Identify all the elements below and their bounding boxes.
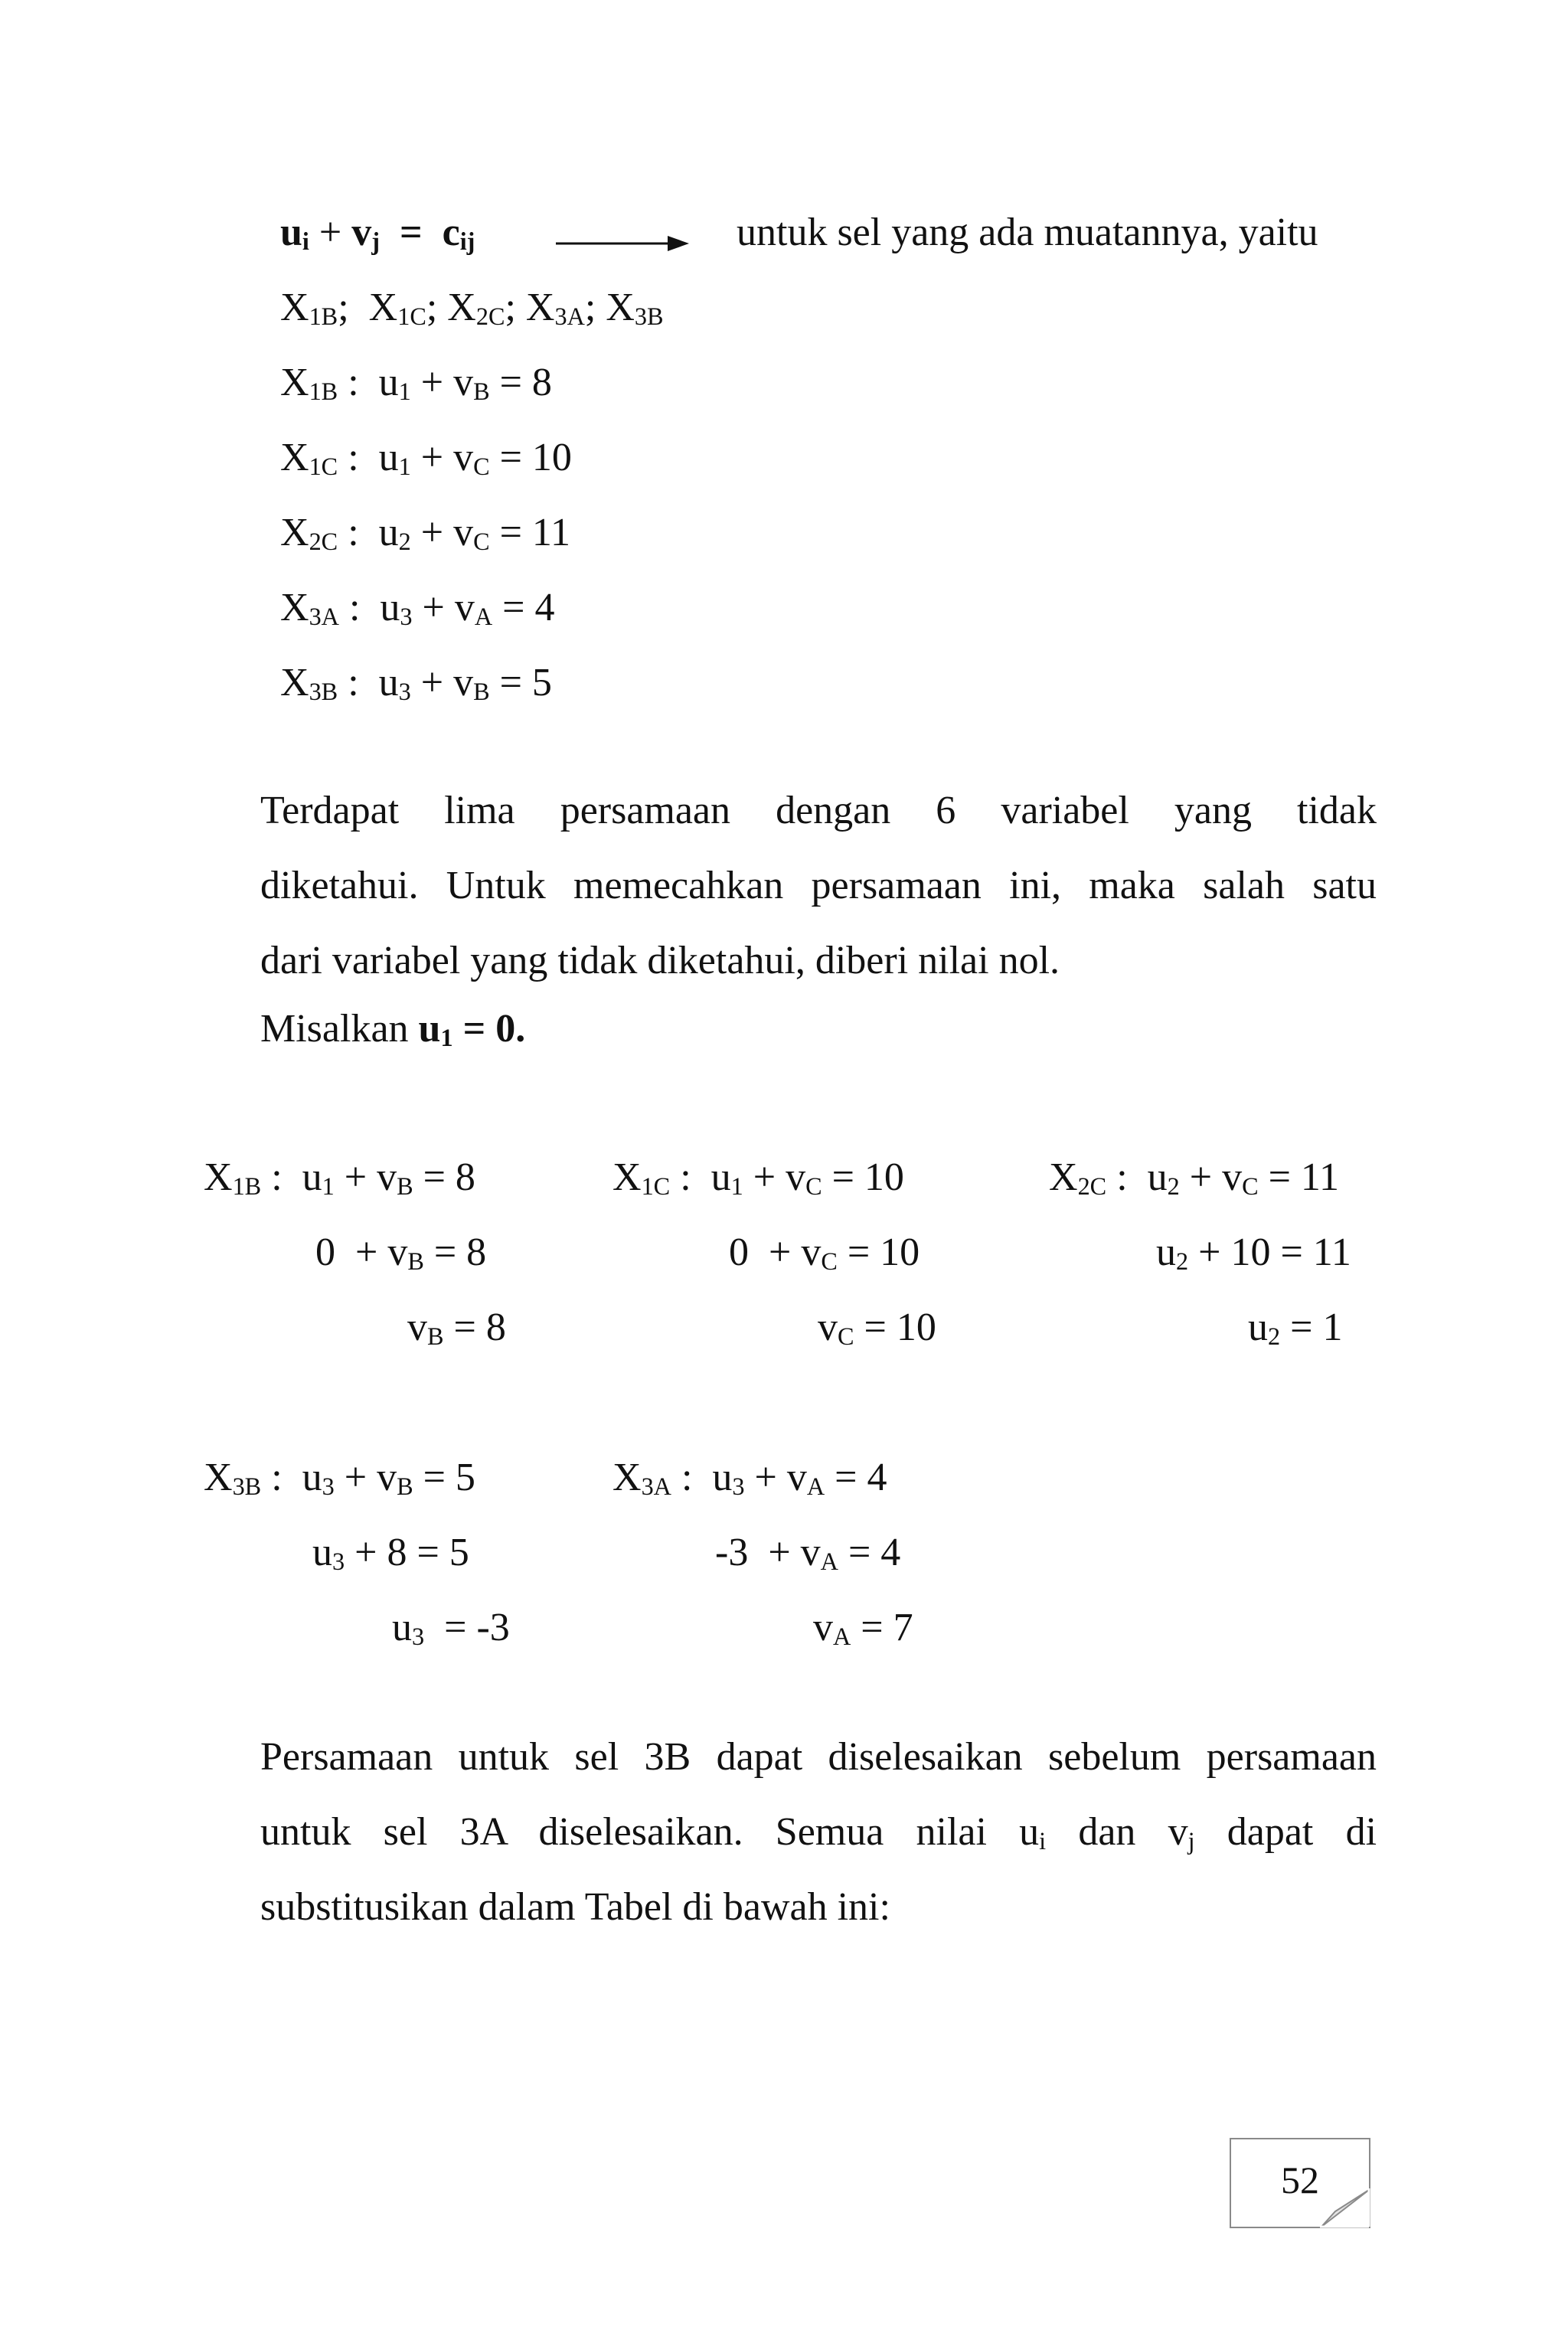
equation-row: $X_{1B}$ : $u_1 + v_B = 8$: [280, 361, 552, 405]
solution-x3a-head: $X_{3A}$ : $u_3 + v_A = 4$: [612, 1456, 887, 1500]
solution-x3a-result: $v_A = 7$: [813, 1606, 913, 1650]
misalkan-line: Misalkan $u_1 = 0$.: [260, 1007, 526, 1051]
paragraph-line: dari variabel yang tidak diketahui, diberi nilai nol.: [260, 939, 1060, 982]
equation-row: $X_{1C}$ : $u_1 + v_C = 10$: [280, 436, 572, 480]
right-arrow-icon: [553, 228, 691, 259]
page-curl-icon: [1320, 2188, 1370, 2228]
cell-list: $X_{1B}$; $X_{1C}$; $X_{2C}$; $X_{3A}$; $X_{3B}$: [280, 286, 664, 330]
page-number-box: [1230, 2138, 1370, 2228]
solution-x1b-head: $X_{1B}$ : $u_1 + v_B = 8$: [204, 1155, 475, 1200]
solution-x1b-step: $0 + v_B = 8$: [315, 1230, 487, 1275]
paragraph-intro: [260, 773, 1377, 998]
solution-x3b-result: $u_3 = -3$: [392, 1606, 510, 1650]
solution-x1c-result: $v_C = 10$: [818, 1306, 936, 1350]
paragraph-line: untuk sel 3A diselesaikan. Semua nilai $u_i$ dan $v_j$ dapat di: [260, 1810, 1377, 1855]
solution-x2c-step: $u_2 + 10 = 11$: [1156, 1230, 1351, 1275]
solution-x1b-result: $v_B = 8$: [407, 1306, 506, 1350]
page-number: 52: [1281, 2159, 1319, 2201]
solution-x3b-step: $u_3 + 8 = 5$: [312, 1531, 469, 1575]
paragraph-line: Persamaan untuk sel 3B dapat diselesaikan sebelum persamaan: [260, 1735, 1377, 1779]
paragraph-line: diketahui. Untuk memecahkan persamaan ini, maka salah satu: [260, 864, 1377, 907]
equation-row: $X_{3A}$ : $u_3 + v_A = 4$: [280, 586, 555, 630]
solution-x1c-head: $X_{1C}$ : $u_1 + v_C = 10$: [612, 1155, 904, 1200]
solution-x1c-step: $0 + v_C = 10$: [729, 1230, 920, 1275]
equation-row: $X_{3B}$ : $u_3 + v_B = 5$: [280, 661, 552, 705]
solution-x2c-head: $X_{2C}$ : $u_2 + v_C = 11$: [1049, 1155, 1340, 1200]
solution-x3b-head: $X_{3B}$ : $u_3 + v_B = 5$: [204, 1456, 475, 1500]
paragraph-line: Terdapat lima persamaan dengan 6 variabel yang tidak: [260, 789, 1377, 832]
paragraph-line: substitusikan dalam Tabel di bawah ini:: [260, 1885, 890, 1929]
solution-x2c-result: $u_2 = 1$: [1248, 1306, 1343, 1350]
solution-x3a-step: $-3 + v_A = 4$: [715, 1531, 901, 1575]
header-rule-text: untuk sel yang ada muatannya, yaitu: [737, 211, 1318, 254]
paragraph-conclusion: [260, 1720, 1377, 1945]
header-formula: $u_i + v_j = c_{ij}$: [280, 211, 475, 255]
equation-row: $X_{2C}$ : $u_2 + v_C = 11$: [280, 511, 571, 555]
